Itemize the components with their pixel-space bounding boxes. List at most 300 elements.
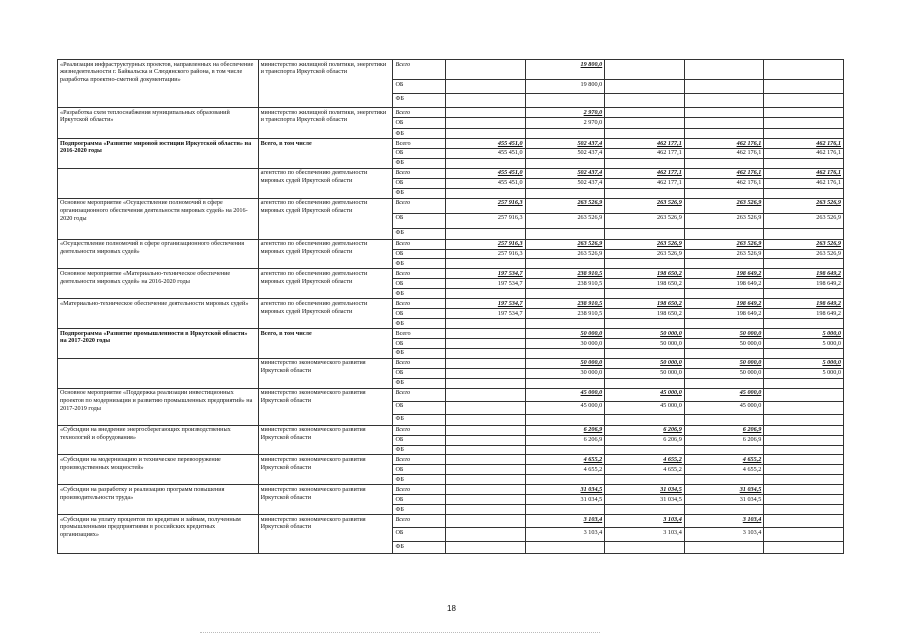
- funding-source-cell: ФБ: [393, 505, 446, 515]
- funding-source-cell: ОБ: [393, 465, 446, 475]
- funding-source-cell: ФБ: [393, 348, 446, 358]
- amount-cell: 50 000,0: [605, 358, 685, 368]
- amount-cell: [446, 485, 526, 495]
- amount-cell: [684, 80, 764, 94]
- amount-cell: 462 177,1: [605, 178, 685, 188]
- amount-cell: 3 103,4: [684, 528, 764, 542]
- amount-cell: 31 034,5: [684, 495, 764, 505]
- funding-source-cell: ФБ: [393, 94, 446, 108]
- amount-cell: [764, 465, 844, 475]
- amount-cell: [525, 505, 605, 515]
- amount-cell: [446, 338, 526, 348]
- amount-cell: 197 534,7: [446, 279, 526, 289]
- measure-name-cell: «Разработка схем теплоснабжения муниципальных образований Иркутской области»: [58, 108, 259, 139]
- measure-name-cell: «Субсидии на модернизацию и техническое перевооружение производственных мощностей»: [58, 455, 259, 485]
- table-row: [58, 329, 844, 339]
- amount-cell: [684, 259, 764, 269]
- amount-cell: [684, 108, 764, 118]
- amount-cell: 5 000,0: [764, 368, 844, 378]
- funding-source-cell: Всего: [393, 198, 446, 213]
- executor-cell: агентство по обеспечению деятельности мировых судей Иркутской области: [258, 168, 393, 198]
- amount-cell: [684, 188, 764, 198]
- amount-cell: 30 000,0: [525, 368, 605, 378]
- amount-cell: 238 910,5: [525, 299, 605, 309]
- amount-cell: [446, 329, 526, 339]
- funding-source-cell: Всего: [393, 60, 446, 80]
- funding-source-cell: ОБ: [393, 495, 446, 505]
- amount-cell: 198 649,2: [764, 309, 844, 319]
- amount-cell: [605, 118, 685, 129]
- amount-cell: [684, 475, 764, 485]
- amount-cell: [764, 388, 844, 401]
- amount-cell: 31 034,5: [684, 485, 764, 495]
- amount-cell: [525, 259, 605, 269]
- amount-cell: 50 000,0: [605, 338, 685, 348]
- amount-cell: 30 000,0: [525, 338, 605, 348]
- table-row: [58, 299, 844, 309]
- amount-cell: [605, 228, 685, 239]
- amount-cell: [605, 445, 685, 455]
- amount-cell: 198 649,2: [684, 299, 764, 309]
- amount-cell: 462 177,1: [605, 168, 685, 178]
- funding-source-cell: ФБ: [393, 158, 446, 168]
- amount-cell: [525, 319, 605, 329]
- table-row: [58, 269, 844, 279]
- amount-cell: 198 649,2: [764, 299, 844, 309]
- amount-cell: [525, 378, 605, 388]
- amount-cell: [605, 348, 685, 358]
- amount-cell: 45 000,0: [605, 388, 685, 401]
- amount-cell: 198 650,2: [605, 299, 685, 309]
- amount-cell: 263 526,9: [525, 249, 605, 259]
- amount-cell: [446, 158, 526, 168]
- amount-cell: 5 000,0: [764, 338, 844, 348]
- amount-cell: 502 437,4: [525, 138, 605, 148]
- amount-cell: 45 000,0: [684, 401, 764, 414]
- amount-cell: [605, 378, 685, 388]
- amount-cell: [605, 129, 685, 139]
- amount-cell: 4 655,2: [605, 455, 685, 465]
- funding-source-cell: ОБ: [393, 148, 446, 158]
- amount-cell: [446, 80, 526, 94]
- table-row: [58, 108, 844, 118]
- amount-cell: [525, 289, 605, 299]
- amount-cell: [684, 94, 764, 108]
- amount-cell: [525, 348, 605, 358]
- amount-cell: 462 176,1: [684, 148, 764, 158]
- table-row: [58, 239, 844, 249]
- amount-cell: 238 910,5: [525, 309, 605, 319]
- funding-source-cell: ОБ: [393, 368, 446, 378]
- amount-cell: [764, 348, 844, 358]
- funding-source-cell: ФБ: [393, 542, 446, 554]
- amount-cell: 462 176,1: [764, 168, 844, 178]
- measure-name-cell: [58, 168, 259, 198]
- amount-cell: [525, 158, 605, 168]
- amount-cell: 263 526,9: [605, 249, 685, 259]
- amount-cell: 263 526,9: [684, 239, 764, 249]
- amount-cell: 4 655,2: [684, 465, 764, 475]
- funding-source-cell: ОБ: [393, 178, 446, 188]
- amount-cell: 3 103,4: [684, 515, 764, 528]
- amount-cell: [764, 228, 844, 239]
- budget-table: [57, 59, 844, 554]
- amount-cell: [525, 445, 605, 455]
- executor-cell: министерство экономического развития Иркутской области: [258, 425, 393, 455]
- executor-cell: министерство жилищной политики, энергетики и транспорта Иркутской области: [258, 60, 393, 108]
- amount-cell: 45 000,0: [525, 388, 605, 401]
- amount-cell: [684, 118, 764, 129]
- amount-cell: [764, 495, 844, 505]
- table-row: [58, 388, 844, 401]
- amount-cell: 263 526,9: [605, 239, 685, 249]
- funding-source-cell: ОБ: [393, 309, 446, 319]
- amount-cell: [446, 388, 526, 401]
- funding-source-cell: ФБ: [393, 475, 446, 485]
- amount-cell: [764, 289, 844, 299]
- amount-cell: 455 451,0: [446, 168, 526, 178]
- amount-cell: 50 000,0: [684, 329, 764, 339]
- amount-cell: 31 034,5: [605, 485, 685, 495]
- amount-cell: 462 176,1: [764, 148, 844, 158]
- amount-cell: 238 910,5: [525, 279, 605, 289]
- funding-source-cell: ФБ: [393, 378, 446, 388]
- amount-cell: [764, 158, 844, 168]
- amount-cell: 5 000,0: [764, 329, 844, 339]
- funding-source-cell: ОБ: [393, 279, 446, 289]
- amount-cell: 50 000,0: [605, 329, 685, 339]
- funding-source-cell: Всего: [393, 329, 446, 339]
- amount-cell: 198 649,2: [684, 309, 764, 319]
- amount-cell: 462 176,1: [684, 138, 764, 148]
- amount-cell: [764, 475, 844, 485]
- amount-cell: [764, 259, 844, 269]
- amount-cell: 3 103,4: [605, 515, 685, 528]
- amount-cell: [605, 94, 685, 108]
- table-row: [58, 515, 844, 528]
- amount-cell: [605, 80, 685, 94]
- amount-cell: [764, 485, 844, 495]
- funding-source-cell: Всего: [393, 358, 446, 368]
- amount-cell: 263 526,9: [764, 213, 844, 228]
- page-number: 18: [447, 604, 456, 613]
- executor-cell: агентство по обеспечению деятельности мировых судей Иркутской области: [258, 239, 393, 269]
- amount-cell: [446, 455, 526, 465]
- amount-cell: [684, 378, 764, 388]
- table-row: [58, 358, 844, 368]
- amount-cell: 455 451,0: [446, 138, 526, 148]
- amount-cell: 6 206,9: [684, 425, 764, 435]
- funding-source-cell: ФБ: [393, 129, 446, 139]
- amount-cell: 462 176,1: [684, 178, 764, 188]
- amount-cell: 6 206,9: [605, 435, 685, 445]
- amount-cell: 3 103,4: [525, 528, 605, 542]
- executor-cell: агентство по обеспечению деятельности мировых судей Иркутской области: [258, 198, 393, 239]
- executor-cell: министерство экономического развития Иркутской области: [258, 388, 393, 425]
- amount-cell: 502 437,4: [525, 178, 605, 188]
- amount-cell: 502 437,4: [525, 168, 605, 178]
- amount-cell: [605, 289, 685, 299]
- funding-source-cell: ОБ: [393, 401, 446, 414]
- amount-cell: [764, 80, 844, 94]
- amount-cell: [446, 228, 526, 239]
- funding-source-cell: ОБ: [393, 338, 446, 348]
- amount-cell: 50 000,0: [684, 338, 764, 348]
- amount-cell: 198 650,2: [605, 279, 685, 289]
- funding-source-cell: ОБ: [393, 528, 446, 542]
- amount-cell: [446, 358, 526, 368]
- amount-cell: [446, 528, 526, 542]
- amount-cell: [605, 542, 685, 554]
- executor-cell: министерство экономического развития Иркутской области: [258, 485, 393, 515]
- amount-cell: [764, 505, 844, 515]
- funding-source-cell: Всего: [393, 299, 446, 309]
- measure-name-cell: Подпрограмма «Развитие мировой юстиции Иркутской области» на 2016-2020 годы: [58, 138, 259, 168]
- amount-cell: 4 655,2: [525, 465, 605, 475]
- amount-cell: [525, 414, 605, 425]
- amount-cell: [684, 348, 764, 358]
- amount-cell: [764, 378, 844, 388]
- amount-cell: 4 655,2: [605, 465, 685, 475]
- amount-cell: 455 451,0: [446, 148, 526, 158]
- amount-cell: 263 526,9: [525, 213, 605, 228]
- amount-cell: 50 000,0: [684, 358, 764, 368]
- amount-cell: [764, 94, 844, 108]
- amount-cell: 19 800,0: [525, 80, 605, 94]
- amount-cell: [446, 259, 526, 269]
- funding-source-cell: ФБ: [393, 414, 446, 425]
- amount-cell: 462 176,1: [684, 168, 764, 178]
- amount-cell: 31 034,5: [525, 495, 605, 505]
- amount-cell: [446, 435, 526, 445]
- measure-name-cell: Основное мероприятие «Осуществление полномочий в сфере организационного обеспечения деятельности мировых судей» на 2016-2020 годы: [58, 198, 259, 239]
- amount-cell: 198 649,2: [764, 279, 844, 289]
- amount-cell: 3 103,4: [605, 528, 685, 542]
- measure-name-cell: «Осуществление полномочий в сфере организационного обеспечения деятельности мировых судей»: [58, 239, 259, 269]
- measure-name-cell: «Субсидии на разработку и реализацию программ повышения производительности труда»: [58, 485, 259, 515]
- amount-cell: [446, 348, 526, 358]
- amount-cell: 238 910,5: [525, 269, 605, 279]
- funding-source-cell: ФБ: [393, 188, 446, 198]
- table-row: [58, 455, 844, 465]
- amount-cell: [446, 129, 526, 139]
- amount-cell: 50 000,0: [684, 368, 764, 378]
- amount-cell: 257 916,3: [446, 239, 526, 249]
- amount-cell: [446, 495, 526, 505]
- funding-source-cell: ФБ: [393, 259, 446, 269]
- amount-cell: [764, 188, 844, 198]
- amount-cell: [764, 455, 844, 465]
- amount-cell: [446, 289, 526, 299]
- amount-cell: 2 970,0: [525, 118, 605, 129]
- funding-source-cell: Всего: [393, 455, 446, 465]
- measure-name-cell: «Реализация инфраструктурных проектов, направленных на обеспечение жизнедеятельности г. Байкальска и Слюдянского района, в том числе разработка проектно-сметной документации»: [58, 60, 259, 108]
- amount-cell: 31 034,5: [605, 495, 685, 505]
- amount-cell: [764, 129, 844, 139]
- amount-cell: [446, 542, 526, 554]
- amount-cell: [446, 465, 526, 475]
- amount-cell: 462 176,1: [764, 138, 844, 148]
- measure-name-cell: «Субсидии на уплату процентов по кредитам и займам, полученным промышленными предприятиями в российских кредитных организациях»: [58, 515, 259, 554]
- measure-name-cell: Основное мероприятие «Поддержка реализации инвестиционных проектов по модернизации и развитию промышленных предприятий» на 2017-2019 годы: [58, 388, 259, 425]
- amount-cell: 502 437,4: [525, 148, 605, 158]
- executor-cell: Всего, в том числе: [258, 329, 393, 359]
- amount-cell: [446, 401, 526, 414]
- amount-cell: [684, 158, 764, 168]
- amount-cell: [525, 228, 605, 239]
- funding-source-cell: Всего: [393, 138, 446, 148]
- amount-cell: 5 000,0: [764, 358, 844, 368]
- amount-cell: 3 103,4: [525, 515, 605, 528]
- amount-cell: 6 206,9: [684, 435, 764, 445]
- table-row: [58, 60, 844, 80]
- funding-source-cell: ОБ: [393, 80, 446, 94]
- amount-cell: [684, 414, 764, 425]
- funding-source-cell: ОБ: [393, 118, 446, 129]
- amount-cell: 462 177,1: [605, 148, 685, 158]
- amount-cell: 197 534,7: [446, 299, 526, 309]
- amount-cell: [446, 505, 526, 515]
- executor-cell: агентство по обеспечению деятельности мировых судей Иркутской области: [258, 299, 393, 329]
- amount-cell: [446, 425, 526, 435]
- amount-cell: [764, 414, 844, 425]
- amount-cell: 6 206,9: [525, 435, 605, 445]
- amount-cell: 2 970,0: [525, 108, 605, 118]
- executor-cell: министерство экономического развития Иркутской области: [258, 358, 393, 388]
- amount-cell: 263 526,9: [684, 198, 764, 213]
- table-row: [58, 198, 844, 213]
- amount-cell: 45 000,0: [684, 388, 764, 401]
- amount-cell: [684, 60, 764, 80]
- amount-cell: [446, 319, 526, 329]
- amount-cell: [764, 118, 844, 129]
- funding-source-cell: ОБ: [393, 435, 446, 445]
- amount-cell: 50 000,0: [525, 329, 605, 339]
- amount-cell: [605, 319, 685, 329]
- amount-cell: 197 534,7: [446, 269, 526, 279]
- executor-cell: министерство экономического развития Иркутской области: [258, 455, 393, 485]
- table-row: [58, 168, 844, 178]
- amount-cell: [764, 60, 844, 80]
- funding-source-cell: Всего: [393, 168, 446, 178]
- amount-cell: 198 649,2: [684, 279, 764, 289]
- amount-cell: [446, 475, 526, 485]
- amount-cell: 198 649,2: [764, 269, 844, 279]
- amount-cell: 6 206,9: [525, 425, 605, 435]
- amount-cell: [684, 319, 764, 329]
- amount-cell: [605, 188, 685, 198]
- amount-cell: [684, 505, 764, 515]
- executor-cell: агентство по обеспечению деятельности мировых судей Иркутской области: [258, 269, 393, 299]
- amount-cell: [605, 158, 685, 168]
- amount-cell: [605, 259, 685, 269]
- table-row: [58, 138, 844, 148]
- amount-cell: [446, 378, 526, 388]
- scan-artifact-line: [200, 632, 600, 635]
- amount-cell: 4 655,2: [684, 455, 764, 465]
- amount-cell: [446, 368, 526, 378]
- amount-cell: 50 000,0: [605, 368, 685, 378]
- amount-cell: 263 526,9: [605, 198, 685, 213]
- amount-cell: [764, 435, 844, 445]
- amount-cell: [605, 108, 685, 118]
- amount-cell: [605, 505, 685, 515]
- funding-source-cell: Всего: [393, 388, 446, 401]
- amount-cell: [684, 228, 764, 239]
- amount-cell: 6 206,9: [605, 425, 685, 435]
- amount-cell: [446, 108, 526, 118]
- executor-cell: министерство экономического развития Иркутской области: [258, 515, 393, 554]
- funding-source-cell: Всего: [393, 485, 446, 495]
- amount-cell: [446, 118, 526, 129]
- table-row: [58, 485, 844, 495]
- funding-source-cell: ФБ: [393, 228, 446, 239]
- amount-cell: 462 177,1: [605, 138, 685, 148]
- amount-cell: [764, 401, 844, 414]
- amount-cell: [764, 542, 844, 554]
- amount-cell: 263 526,9: [764, 239, 844, 249]
- funding-source-cell: ФБ: [393, 319, 446, 329]
- amount-cell: 263 526,9: [525, 239, 605, 249]
- amount-cell: [684, 129, 764, 139]
- amount-cell: 4 655,2: [525, 455, 605, 465]
- amount-cell: 45 000,0: [525, 401, 605, 414]
- amount-cell: 197 534,7: [446, 309, 526, 319]
- executor-cell: министерство жилищной политики, энергетики и транспорта Иркутской области: [258, 108, 393, 139]
- executor-cell: Всего, в том числе: [258, 138, 393, 168]
- amount-cell: [684, 289, 764, 299]
- amount-cell: 263 526,9: [764, 198, 844, 213]
- budget-table-body: [58, 60, 844, 554]
- amount-cell: 50 000,0: [525, 358, 605, 368]
- funding-source-cell: Всего: [393, 425, 446, 435]
- funding-source-cell: ФБ: [393, 289, 446, 299]
- amount-cell: [446, 94, 526, 108]
- amount-cell: 462 176,1: [764, 178, 844, 188]
- amount-cell: 257 916,3: [446, 249, 526, 259]
- amount-cell: 198 650,2: [605, 269, 685, 279]
- funding-source-cell: ФБ: [393, 445, 446, 455]
- amount-cell: 263 526,9: [605, 213, 685, 228]
- amount-cell: [446, 445, 526, 455]
- amount-cell: [525, 188, 605, 198]
- amount-cell: [446, 60, 526, 80]
- amount-cell: 19 800,0: [525, 60, 605, 80]
- amount-cell: 45 000,0: [605, 401, 685, 414]
- amount-cell: [605, 475, 685, 485]
- amount-cell: 455 451,0: [446, 178, 526, 188]
- amount-cell: 263 526,9: [684, 213, 764, 228]
- funding-source-cell: ОБ: [393, 213, 446, 228]
- amount-cell: [525, 94, 605, 108]
- amount-cell: [764, 425, 844, 435]
- amount-cell: [684, 445, 764, 455]
- funding-source-cell: Всего: [393, 269, 446, 279]
- measure-name-cell: Основное мероприятие «Материально-техническое обеспечение деятельности мировых судей» на 2016-2020 годы: [58, 269, 259, 299]
- amount-cell: [684, 542, 764, 554]
- funding-source-cell: Всего: [393, 515, 446, 528]
- amount-cell: 263 526,9: [684, 249, 764, 259]
- amount-cell: [525, 129, 605, 139]
- amount-cell: 257 916,3: [446, 213, 526, 228]
- funding-source-cell: Всего: [393, 108, 446, 118]
- amount-cell: [446, 188, 526, 198]
- amount-cell: [605, 60, 685, 80]
- funding-source-cell: ОБ: [393, 249, 446, 259]
- amount-cell: 257 916,3: [446, 198, 526, 213]
- measure-name-cell: Подпрограмма «Развитие промышленности в Иркутской области» на 2017-2020 годы: [58, 329, 259, 359]
- amount-cell: [764, 445, 844, 455]
